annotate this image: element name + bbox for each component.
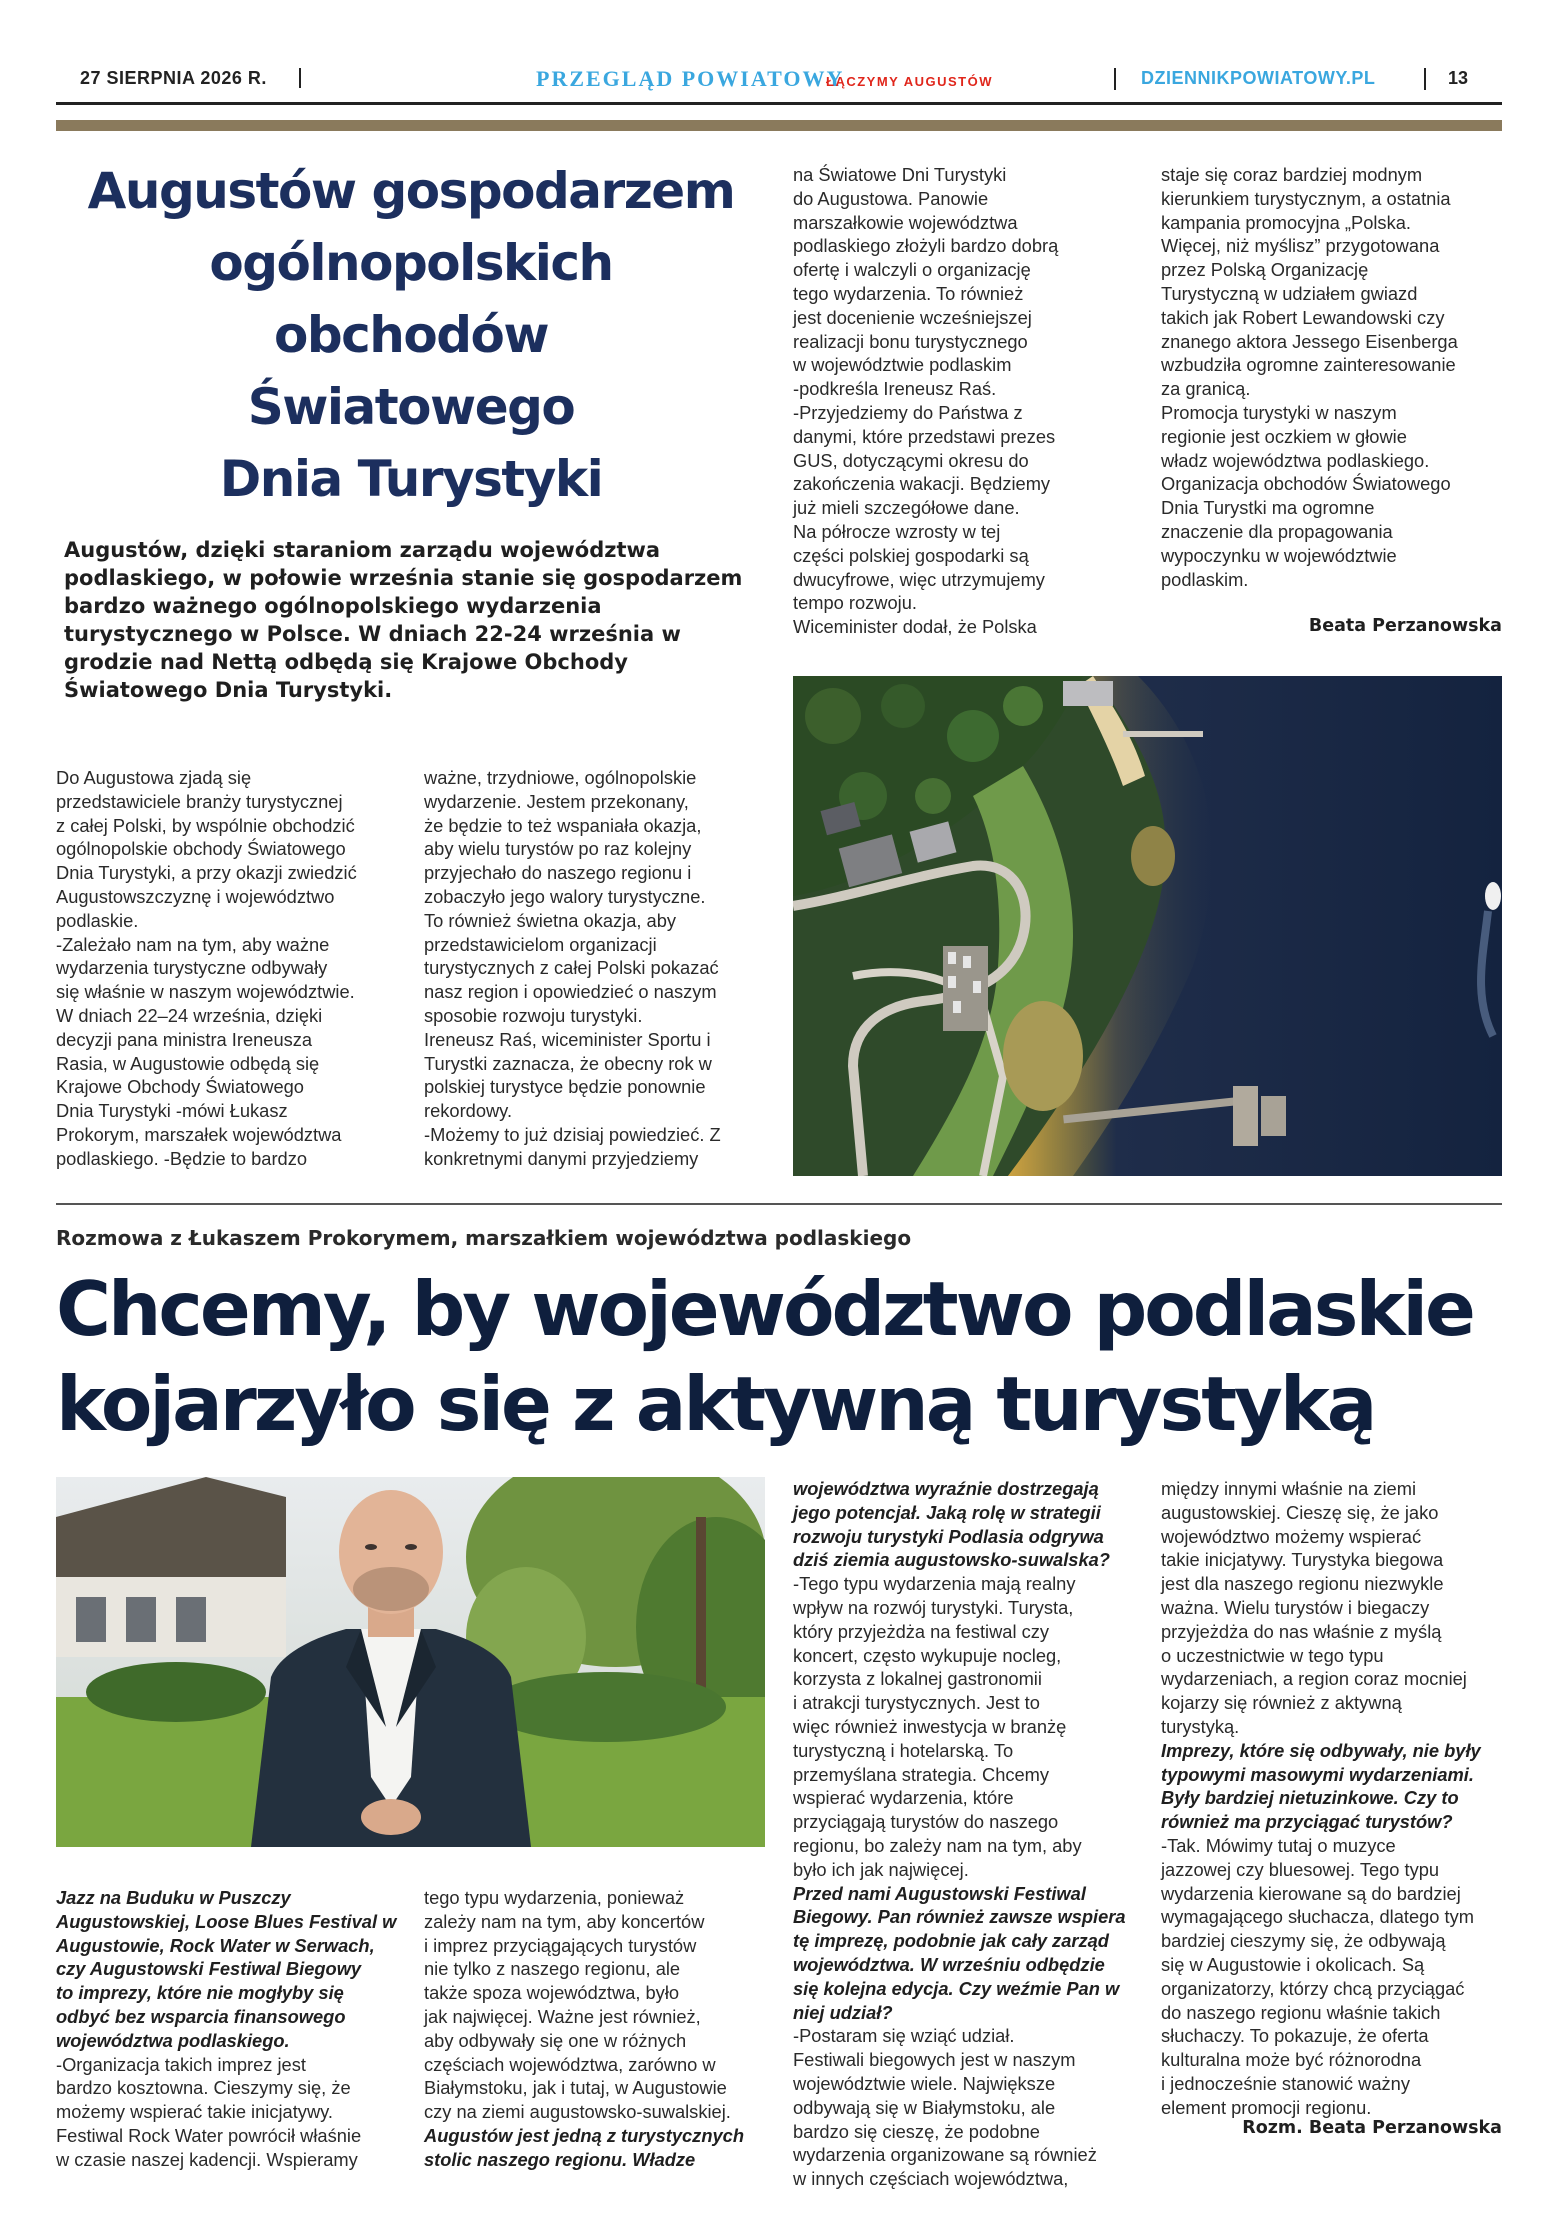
headline-line: kojarzyło się z aktywną turystyką (56, 1360, 1375, 1448)
article2-byline: Rozm. Beata Perzanowska (1242, 2118, 1502, 2138)
portrait-photo (56, 1477, 765, 1847)
interview-answer: -Postaram się wziąć udział. Festiwali biegowych jest w naszym województwie wiele. Największe odbywają się w Białymstoku, ale bardzo się cieszę, że podobne wydarzenia organizowane są również w innych częściach województwa, (793, 2025, 1097, 2190)
section-divider (56, 1203, 1502, 1205)
header-rule (56, 102, 1502, 105)
issue-date: 27 SIERPNIA 2026 R. (80, 68, 267, 88)
interview-answer: -Organizacja takich imprez jest bardzo kosztowna. Cieszymy się, że możemy wspierać takie inicjatywy. Festiwal Rock Water powrócił właśnie w czasie naszej kadencji. Wspieramy (56, 2053, 362, 2170)
headline-line: obchodów (273, 306, 549, 364)
header-bar (56, 120, 1502, 131)
interview-answer: -Tego typu wydarzenia mają realny wpływ na rozwój turystyki. Turysta, który przyjeżdża na festiwal czy koncert, często wykupuje nocleg, korzysta z lokalnej gastronomii i atrakcji turystycznych. Jest to więc również inwestycja w branżę turystyczną i hotelarską. To przemyślana strategia. Chcemy wspierać wydarzenia, które przyciągają turystów do naszego regionu, bo zależy nam na tym, aby było ich jak najwięcej. (793, 1573, 1082, 1880)
headline-line: Chcemy, by województwo podlaskie (56, 1265, 1473, 1353)
interview-question: Imprezy, które się odbywały, nie były typowymi masowymi wydarzeniami. Były bardziej nietuzinkowe. Czy to również ma przyciągać turystów? (1161, 1739, 1481, 1833)
article1-lead: Augustów, dzięki staraniom zarządu województwa podlaskiego, w połowie września stanie się gospodarzem bardzo ważnego ogólnopolskiego wydarzenia turystycznego w Polsce. W dniach 22-24 września w grodzie nad Nettą odbędą się Krajowe Obchody Światowego Dnia Turystyki. (64, 538, 743, 702)
header-separator (299, 68, 301, 88)
interview-question: województwa wyraźnie dostrzegają jego potencjał. Jaką rolę w strategii rozwoju turystyki Podlasia odgrywa dziś ziemia augustowsko-suwalska? (793, 1478, 1110, 1571)
aerial-lake-photo (793, 676, 1502, 1176)
website-link[interactable]: DZIENNIKPOWIATOWY.PL (1141, 68, 1376, 88)
interview-question: Przed nami Augustowski Festiwal Biegowy. Pan również zawsze wspiera tę imprezę, podobnie jak cały zarząd województwa. W wrześniu odbędzie się kolejna edycja. Czy weźmie Pan w niej udział? (793, 1882, 1126, 2023)
page-number: 13 (1448, 68, 1469, 88)
article1-column-4: staje się coraz bardziej modnym kierunkiem turystycznym, a ostatnia kampania promocyjna „Polska. Więcej, niż myślisz” przygotowana przez Polską Organizację Turystyczną w udziałem gwiazd takich jak Robert Lewandowski czy znanego aktora Jessego Eisenberga wzbudziła ogromne zainteresowanie za granicą. Promocja turystyki w naszym regionie jest oczkiem w głowie władz województwa podlaskiego. Organizacja obchodów Światowego Dnia Turystki ma ogromne znaczenie dla propagowania wypoczynku w województwie podlaskim. (1161, 164, 1458, 590)
interview-kicker: Rozmowa z Łukaszem Prokorymem, marszałkiem województwa podlaskiego (56, 1226, 912, 1250)
interview-question: Jazz na Buduku w Puszczy Augustowskiej, Loose Blues Festival w Augustowie, Rock Water w Serwach, czy Augustowski Festiwal Biegowy to imprezy, które nie mogłyby się odbyć bez wsparcia finansowego województwa podlaskiego. (56, 1887, 397, 2051)
newspaper-brand: PRZEGLĄD POWIATOWY (536, 66, 845, 91)
article2-column-3 (793, 1477, 1138, 2191)
headline-line: Augustów gospodarzem (87, 162, 735, 220)
masthead (56, 62, 1502, 102)
headline-line: Światowego (247, 378, 575, 436)
interview-answer: -Tak. Mówimy tutaj o muzyce jazzowej czy bluesowej. Tego typu wydarzenia kierowane są do bardziej wymagającego słuchacza, dlatego tym bardziej cieszymy się, że odbywają się w Augustowie i okolicach. Są organizatorzy, którzy chcą przyciągać do naszego regionu właśnie takich słuchaczy. To pokazuje, że oferta kulturalna może być różnorodna i jednocześnie stanowić ważny element promocji regionu. (1161, 1834, 1474, 2118)
article2-column-2 (424, 1886, 769, 2172)
article1-column-3: na Światowe Dni Turystyki do Augustowa. Panowie marszałkowie województwa podlaskiego złożyli bardzo dobrą ofertę i walczyli o organizację tego wydarzenia. To również jest docenienie wcześniejszej realizacji bonu turystycznego w województwie podlaskim -podkreśla Ireneusz Raś. -Przyjedziemy do Państwa z danymi, które przedstawi prezes GUS, dotyczącymi okresu do zakończenia wakacji. Będziemy już mieli szczegółowe dane. Na półrocze wzrosty w tej części polskiej gospodarki są dwucyfrowe, więc utrzymujemy tempo rozwoju. Wiceminister dodał, że Polska (793, 164, 1059, 638)
article1-byline: Beata Perzanowska (1308, 616, 1502, 636)
article1-column-2: ważne, trzydniowe, ogólnopolskie wydarzenie. Jestem przekonany, że będzie to też wspaniała okazja, aby wielu turystów po raz kolejny przyjechało do naszego regionu i zobaczyło jego walory turystyczne. To również świetna okazja, aby przedstawicielom organizacji turystycznych z całej Polski pokazać nasz region i opowiedzieć o naszym sposobie rozwoju turystyki. Ireneusz Raś, wiceminister Sportu i Turystki zaznacza, że obecny rok w polskiej turystyce będzie ponownie rekordowy. -Możemy to już dzisiaj powiedzieć. Z konkretnymi danymi przyjedziemy (424, 767, 721, 1169)
newspaper-tagline: ŁĄCZYMY AUGUSTÓW (826, 74, 993, 89)
headline-line: Dnia Turystyki (219, 450, 603, 508)
interview-question: Augustów jest jedną z turystycznych stolic naszego regionu. Władze (424, 2124, 744, 2170)
header-separator (1114, 68, 1116, 90)
headline-line: ogólnopolskich (209, 234, 613, 292)
interview-answer: tego typu wydarzenia, ponieważ zależy nam na tym, aby koncertów i imprez przyciągających turystów nie tylko z naszego regionu, ale także spoza województwa, było jak najwięcej. Ważne jest również, aby odbywały się one w różnych częściach województwa, zarówno w Białymstoku, jak i tutaj, w Augustowie czy na ziemi augustowsko-suwalskiej. (424, 1887, 731, 2123)
article2-column-1 (56, 1886, 401, 2172)
header-separator (1424, 68, 1426, 90)
article1-column-1: Do Augustowa zjadą się przedstawiciele branży turystycznej z całej Polski, by wspólnie obchodzić ogólnopolskie obchody Światowego Dnia Turystyki, a przy okazji zwiedzić Augustowszczyznę i województwo podlaskie. -Zależało nam na tym, aby ważne wydarzenia turystyczne odbywały się właśnie w naszym województwie. W dniach 22–24 września, dzięki decyzji pana ministra Ireneusza Rasia, w Augustowie odbędą się Krajowe Obchody Światowego Dnia Turystyki -mówi Łukasz Prokorym, marszałek województwa podlaskiego. -Będzie to bardzo (56, 767, 357, 1169)
interview-answer: między innymi właśnie na ziemi augustowskiej. Cieszę się, że jako województwo możemy wspierać takie inicjatywy. Turystyka biegowa jest dla naszego regionu niezwykle ważna. Wielu turystów i biegaczy przyjeżdża do nas właśnie z myślą o uczestnictwie w tego typu wydarzeniach, a region coraz mocniej kojarzy się również z aktywną turystyką. (1161, 1478, 1467, 1737)
article2-column-4 (1161, 1477, 1506, 2120)
article1-headline (56, 155, 766, 515)
article2-headline (56, 1262, 1506, 1452)
